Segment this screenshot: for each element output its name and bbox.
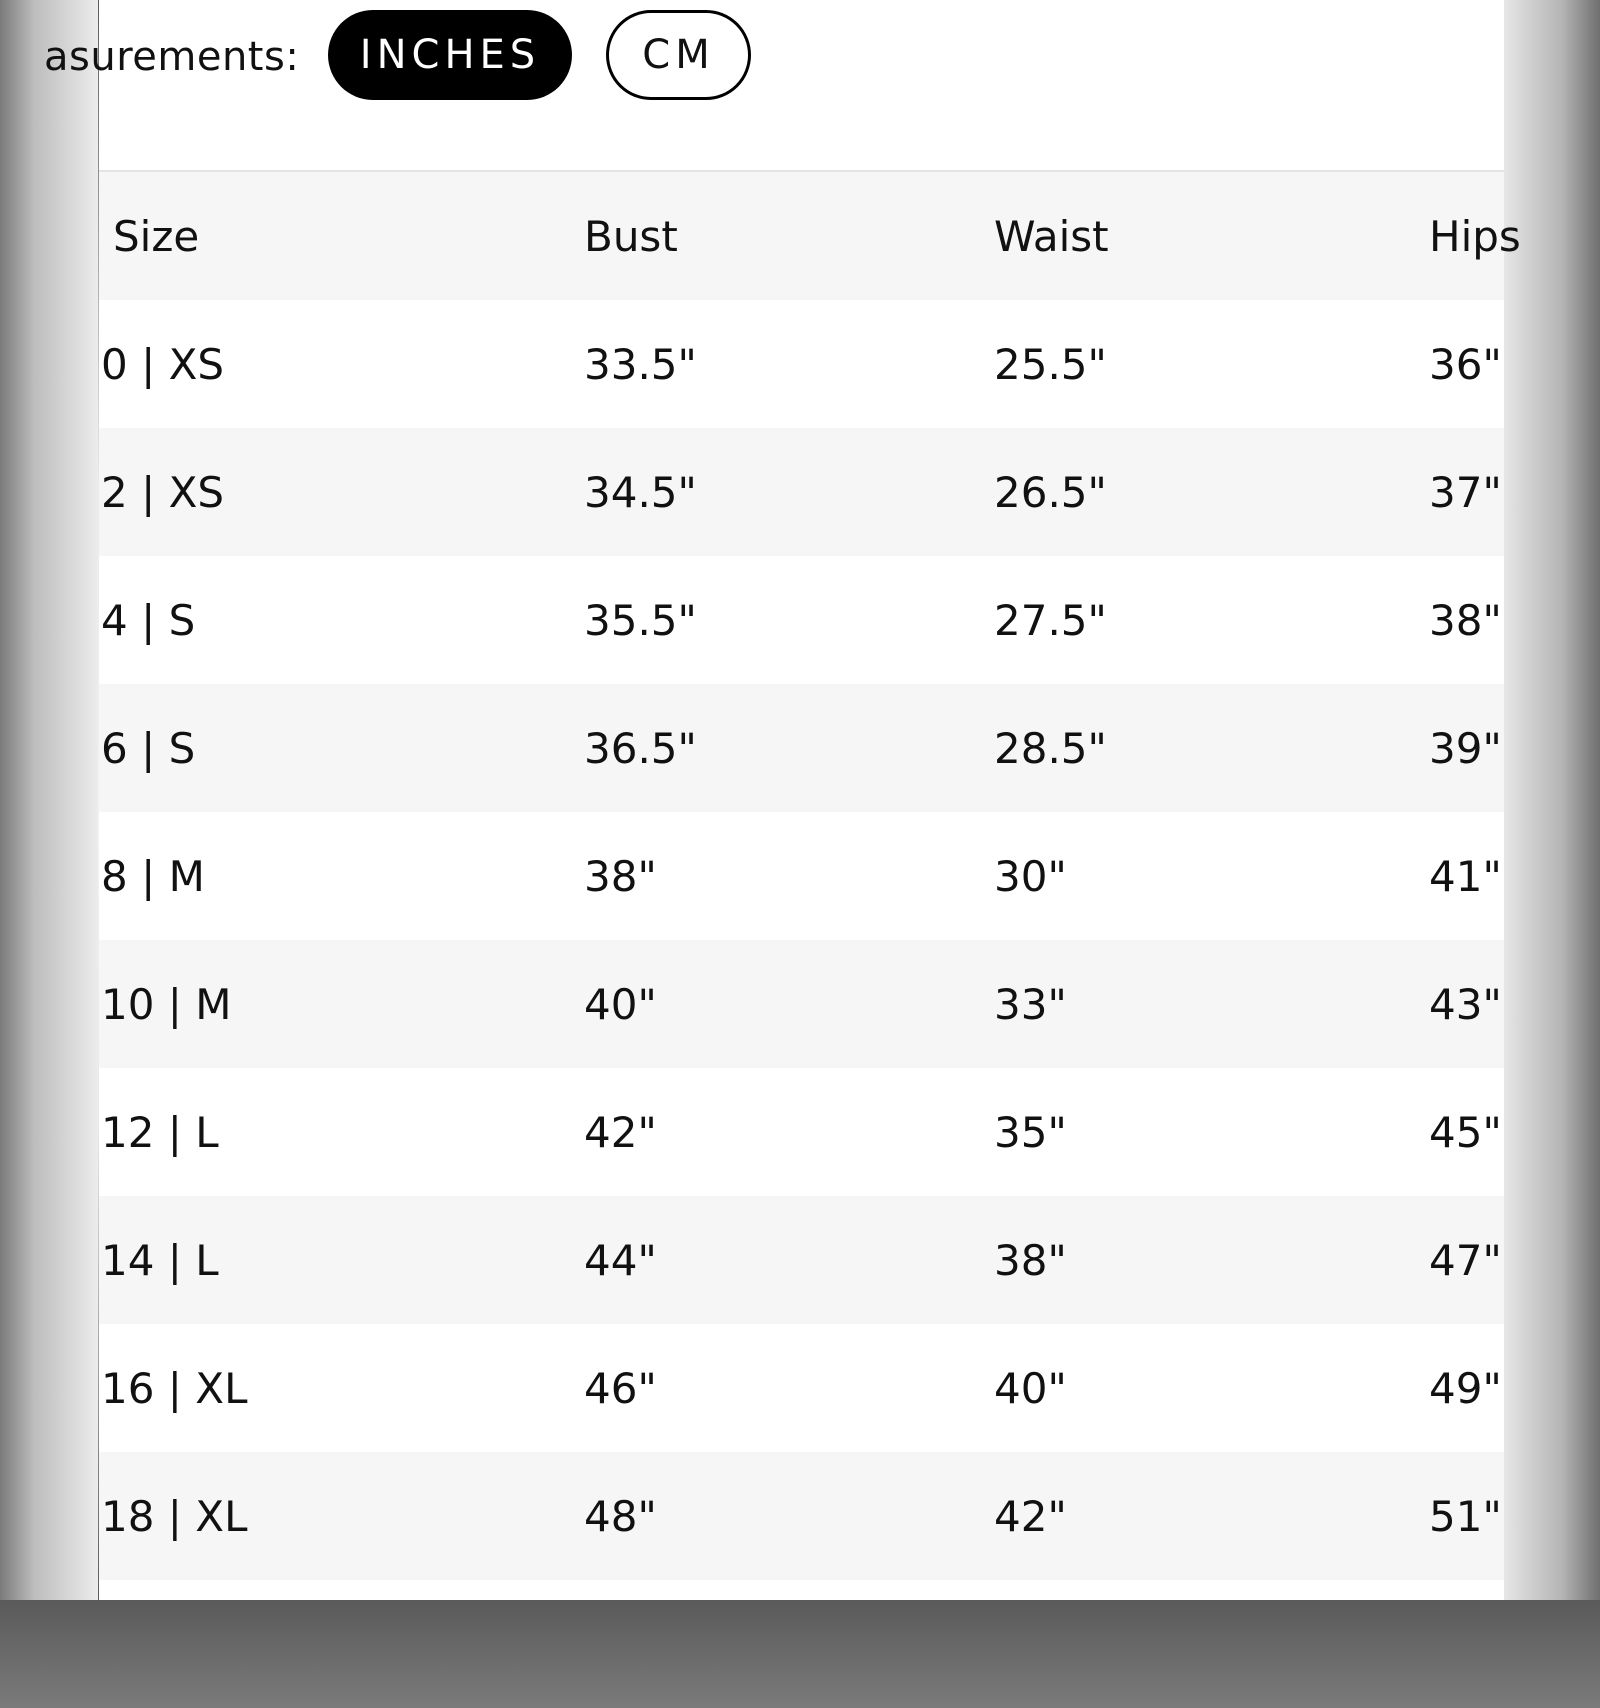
hips-cell: 37" xyxy=(1429,467,1502,517)
waist-cell: 33" xyxy=(994,979,1067,1029)
waist-cell: 25.5" xyxy=(994,339,1107,389)
table-row xyxy=(99,300,1504,428)
size-cell: 10 | M xyxy=(101,979,232,1029)
hips-cell: 51" xyxy=(1429,1491,1502,1541)
table-row xyxy=(99,1452,1504,1580)
cm-toggle-button[interactable]: CM xyxy=(606,10,751,100)
hips-cell: 36" xyxy=(1429,339,1502,389)
size-cell: 4 | S xyxy=(101,595,196,645)
table-row xyxy=(99,1068,1504,1196)
bust-cell: 33.5" xyxy=(584,339,697,389)
size-cell: 14 | L xyxy=(101,1235,219,1285)
table-row xyxy=(99,1580,1504,1708)
units-toggle-bar xyxy=(44,0,1504,173)
waist-cell: 26.5" xyxy=(994,467,1107,517)
bust-cell: 36.5" xyxy=(584,723,697,773)
hips-cell: 41" xyxy=(1429,851,1502,901)
inches-toggle-button[interactable]: INCHES xyxy=(328,10,572,100)
hips-cell: 47" xyxy=(1429,1235,1502,1285)
waist-cell: 30" xyxy=(994,851,1067,901)
background-left-edge xyxy=(0,0,98,1600)
hips-cell: 38" xyxy=(1429,595,1502,645)
size-cell: 12 | L xyxy=(101,1107,219,1157)
header-size: Size xyxy=(113,211,200,261)
table-row xyxy=(99,428,1504,556)
measurements-label: asurements: xyxy=(44,34,300,80)
header-waist: Waist xyxy=(994,211,1109,261)
hips-cell: 43" xyxy=(1429,979,1502,1029)
bust-cell: 34.5" xyxy=(584,467,697,517)
table-row xyxy=(99,1196,1504,1324)
waist-cell: 38" xyxy=(994,1235,1067,1285)
bust-cell: 42" xyxy=(584,1107,657,1157)
size-cell: 8 | M xyxy=(101,851,205,901)
table-row xyxy=(99,940,1504,1068)
header-bust: Bust xyxy=(584,211,678,261)
table-row xyxy=(99,684,1504,812)
hips-cell: 39" xyxy=(1429,723,1502,773)
bust-cell: 44" xyxy=(584,1235,657,1285)
bust-cell: 46" xyxy=(584,1363,657,1413)
size-cell: 16 | XL xyxy=(101,1363,248,1413)
bust-cell: 35.5" xyxy=(584,595,697,645)
hips-cell: 45" xyxy=(1429,1107,1502,1157)
size-table xyxy=(99,172,1521,1708)
table-row xyxy=(99,1324,1504,1452)
table-row xyxy=(99,812,1504,940)
bust-cell: 40" xyxy=(584,979,657,1029)
waist-cell: 42" xyxy=(994,1491,1067,1541)
table-header-row xyxy=(99,172,1521,300)
size-cell: 18 | XL xyxy=(101,1491,248,1541)
waist-cell: 35" xyxy=(994,1107,1067,1157)
header-hips: Hips xyxy=(1429,211,1521,261)
size-cell: 6 | S xyxy=(101,723,196,773)
size-cell: 0 | XS xyxy=(101,339,225,389)
size-chart-panel xyxy=(44,0,1521,1600)
waist-cell: 28.5" xyxy=(994,723,1107,773)
bust-cell: 48" xyxy=(584,1491,657,1541)
size-cell: 2 | XS xyxy=(101,467,225,517)
waist-cell: 27.5" xyxy=(994,595,1107,645)
waist-cell: 40" xyxy=(994,1363,1067,1413)
hips-cell: 49" xyxy=(1429,1363,1502,1413)
table-row xyxy=(99,556,1504,684)
bust-cell: 38" xyxy=(584,851,657,901)
